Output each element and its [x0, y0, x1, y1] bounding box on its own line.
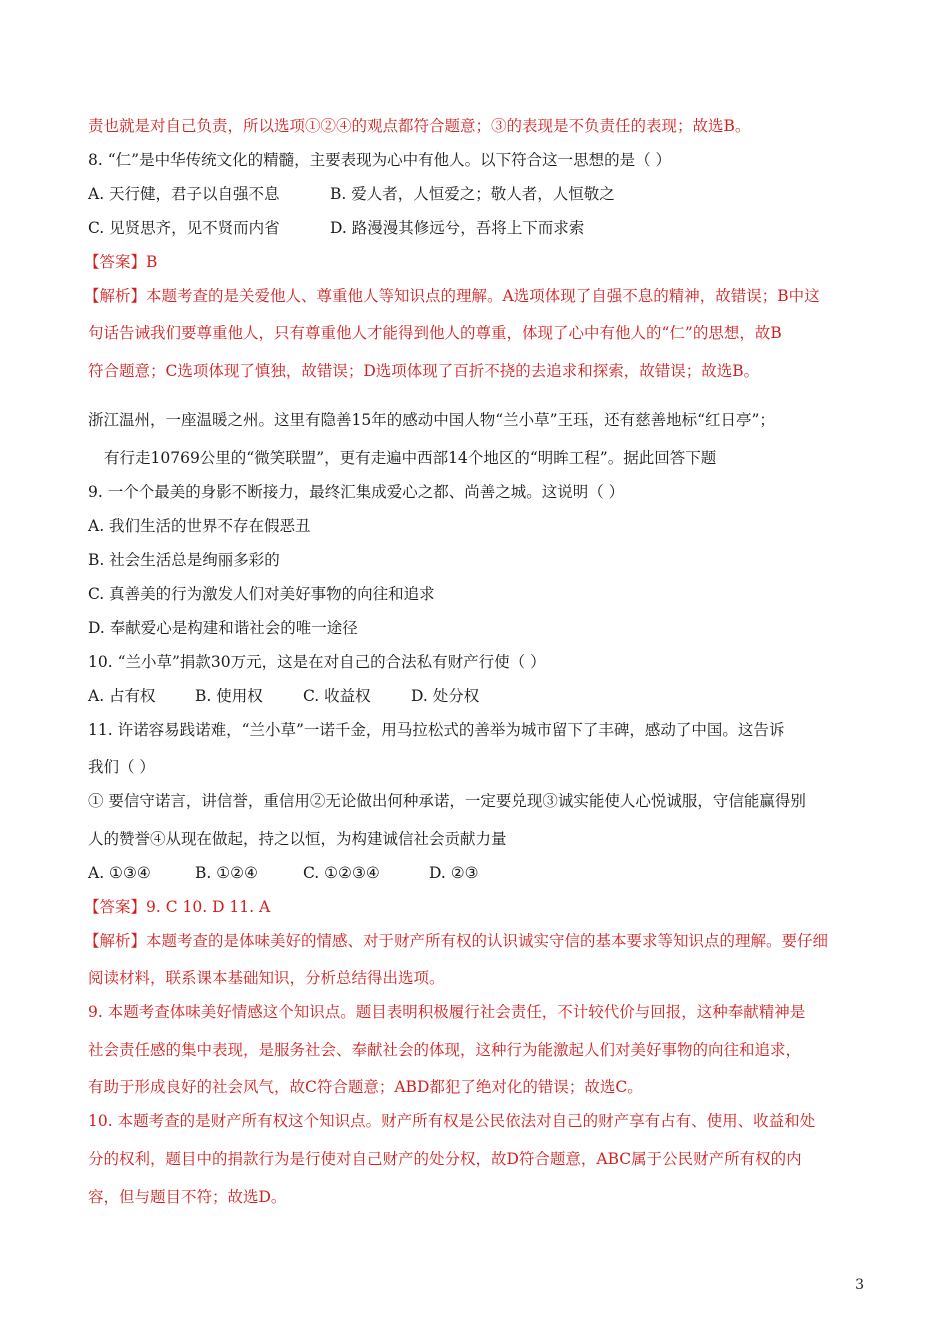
q10-option-c: C. 收益权 — [303, 687, 371, 705]
explanation-9-line-3: 有助于形成良好的社会风气，故C符合题意；ABD都犯了绝对化的错误；故选C。 — [88, 1078, 643, 1096]
explanation-general-line-2: 阅读材料，联系课本基础知识，分析总结得出选项。 — [88, 969, 445, 987]
q10-option-b: B. 使用权 — [195, 687, 263, 705]
explanation-9-line-2: 社会责任感的集中表现，是服务社会、奉献社会的体现，这种行为能激起人们对美好事物的向往和追求， — [88, 1041, 802, 1059]
q11-option-b: B. ①②④ — [195, 864, 258, 882]
q8-option-d: D. 路漫漫其修远兮，吾将上下而求索 — [330, 219, 585, 237]
explanation-8-line-3: 符合题意；C选项体现了慎独，故错误；D选项体现了百折不挠的去追求和探索，故错误；故选B。 — [88, 362, 760, 380]
q9-option-b: B. 社会生活总是绚丽多彩的 — [88, 551, 280, 569]
question-9: 9. 一个个最美的身影不断接力，最终汇集成爱心之都、尚善之城。这说明（ ） — [88, 483, 625, 501]
q10-option-d: D. 处分权 — [411, 687, 480, 705]
explanation-9-line-1: 9. 本题考查体味美好情感这个知识点。题目表明积极履行社会责任，不计较代价与回报，这种奉献精神是 — [88, 1003, 806, 1021]
explanation-10-line-3: 容，但与题目不符；故选D。 — [88, 1188, 287, 1206]
q11-option-c: C. ①②③④ — [303, 864, 380, 882]
answer-8: 【答案】B — [84, 253, 158, 271]
answer-9-11: 【答案】9. C 10. D 11. A — [84, 898, 271, 916]
material-line-2: 有行走10769公里的“微笑联盟”，更有走遍中西部14个地区的“明眸工程”。据此回答下题 — [104, 449, 717, 467]
explanation-10-line-2: 分的权利，题目中的捐款行为是行使对自己财产的处分权，故D符合题意，ABC属于公民财产所有权的内 — [88, 1150, 802, 1168]
question-11-line-2: 我们（ ） — [88, 758, 155, 776]
q10-option-a: A. 占有权 — [88, 687, 156, 705]
question-11-line-1: 11. 许诺容易践诺难，“兰小草”一诺千金，用马拉松式的善举为城市留下了丰碑，感动了中国。这告诉 — [88, 721, 785, 739]
q9-option-a: A. 我们生活的世界不存在假恶丑 — [88, 517, 311, 535]
explanation-8-line-2: 句话告诫我们要尊重他人，只有尊重他人才能得到他人的尊重，体现了心中有他人的“仁”的思想，故B — [88, 324, 782, 342]
q9-option-c: C. 真善美的行为激发人们对美好事物的向往和追求 — [88, 585, 435, 603]
q11-option-d: D. ②③ — [429, 864, 479, 882]
explanation-8-line-1: 【解析】本题考查的是关爱他人、尊重他人等知识点的理解。A选项体现了自强不息的精神，故错误；B中这 — [84, 287, 820, 305]
page-number: 3 — [855, 1277, 864, 1293]
question-10: 10. “兰小草”捐款30万元，这是在对自己的合法私有财产行使（ ） — [88, 653, 546, 671]
explanation-10-line-1: 10. 本题考查的是财产所有权这个知识点。财产所有权是公民依法对自己的财产享有占有、使用、收益和处 — [88, 1112, 816, 1130]
q8-option-c: C. 见贤思齐，见不贤而内省 — [88, 219, 280, 237]
explanation-general-line-1: 【解析】本题考查的是体味美好的情感、对于财产所有权的认识诚实守信的基本要求等知识点的理解。要仔细 — [84, 932, 829, 950]
explanation-line: 责也就是对自己负责，所以选项①②④的观点都符合题意；③的表现是不负责任的表现；故选B。 — [88, 117, 751, 135]
question-8: 8. “仁”是中华传统文化的精髓，主要表现为心中有他人。以下符合这一思想的是（ ） — [88, 151, 671, 169]
q11-option-a: A. ①③④ — [88, 864, 151, 882]
q9-option-d: D. 奉献爱心是构建和谐社会的唯一途径 — [88, 619, 358, 637]
q8-option-b: B. 爱人者，人恒爱之；敬人者，人恒敬之 — [330, 185, 615, 203]
q11-statements-line-2: 人的赞誉④从现在做起，持之以恒，为构建诚信社会贡献力量 — [88, 830, 507, 848]
q11-statements-line-1: ① 要信守诺言，讲信誉，重信用②无论做出何种承诺，一定要兑现③诚实能使人心悦诚服，守信能赢得别 — [88, 792, 806, 810]
material-line-1: 浙江温州，一座温暖之州。这里有隐善15年的感动中国人物“兰小草”王珏，还有慈善地标“红日亭”； — [88, 411, 775, 429]
q8-option-a: A. 天行健，君子以自强不息 — [88, 185, 280, 203]
